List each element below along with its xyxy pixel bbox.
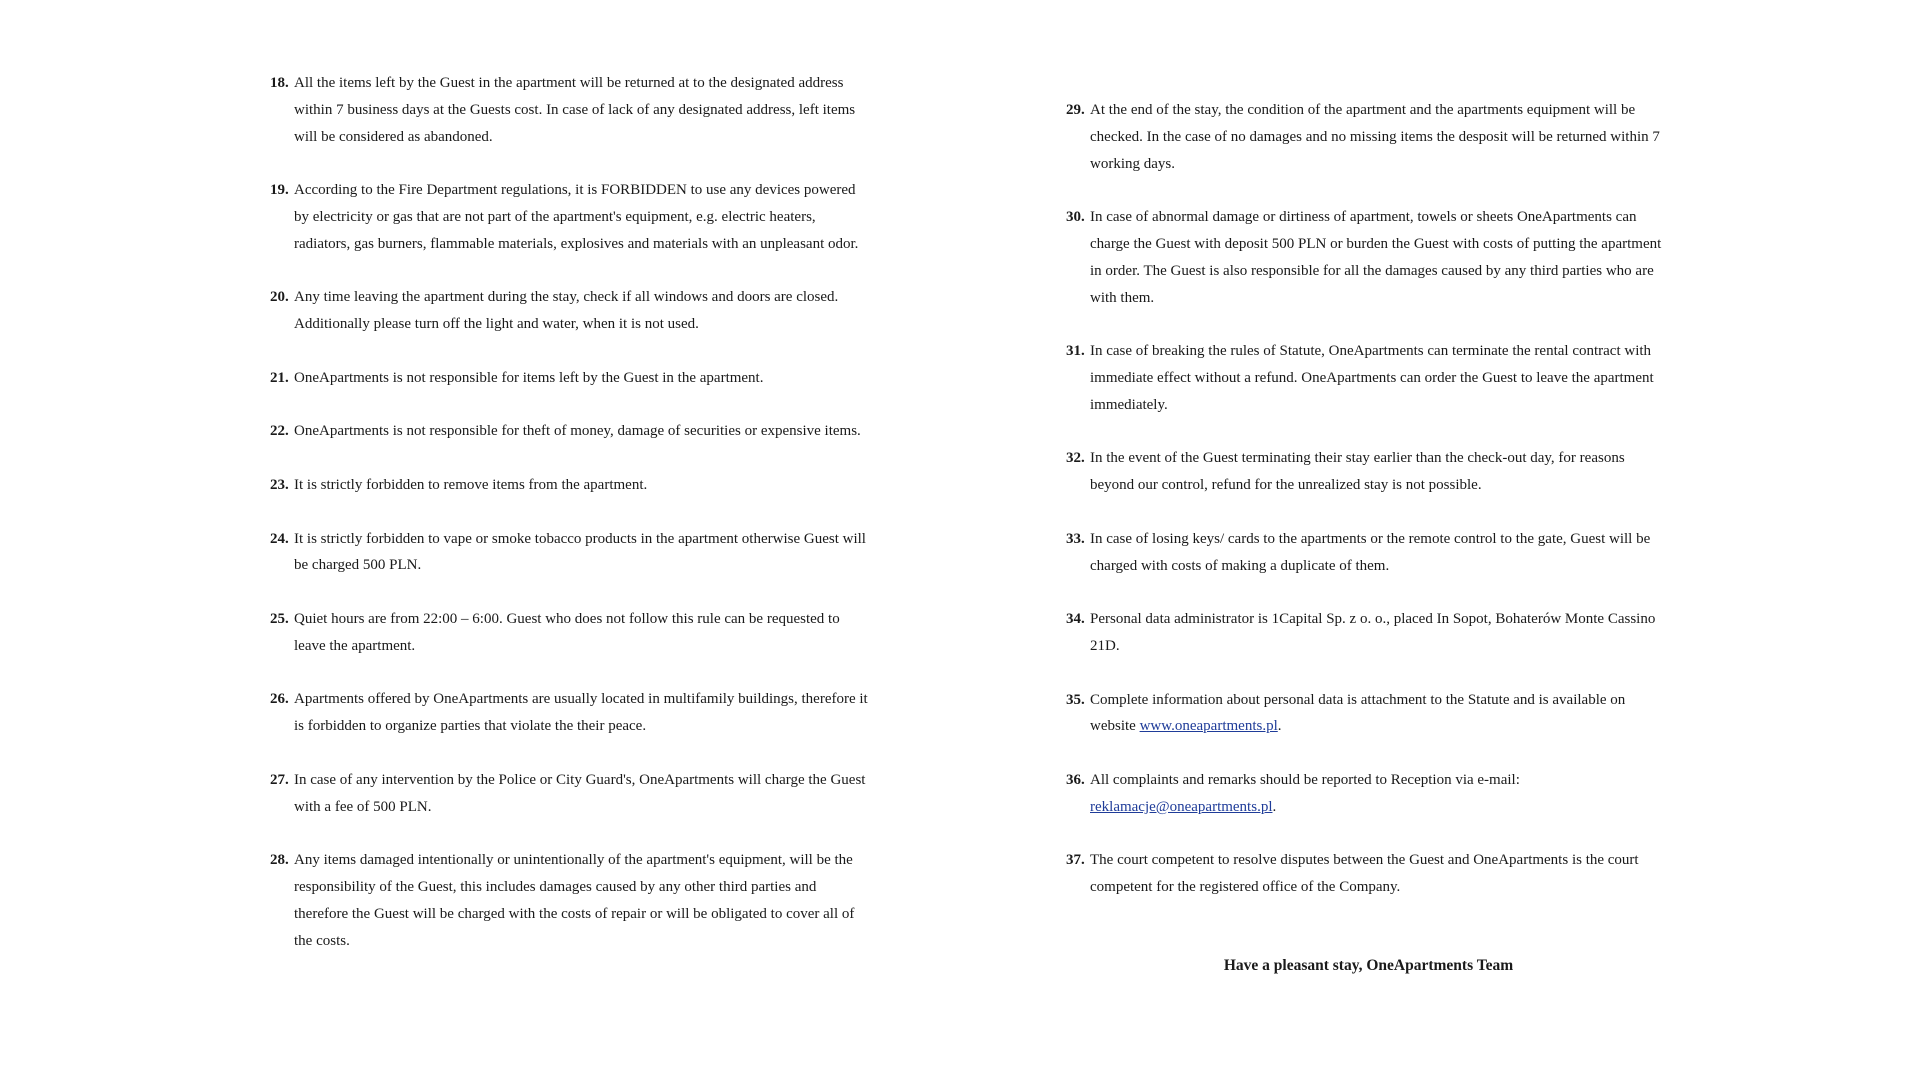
item-text: According to the Fire Department regulations, it is FORBIDDEN to use any devices powered by electricity or gas that are not part of the apartment's equipment, e.g. electric heaters, radiators, gas burners, flammable materials, explosives and materials with an unpleasant odor. (294, 182, 859, 252)
statute-item-24 (270, 526, 870, 580)
statute-item-37 (1066, 847, 1671, 901)
closing-line: Have a pleasant stay, OneApartments Team (1223, 957, 1514, 974)
website-link[interactable]: www.oneapartments.pl (1139, 718, 1278, 735)
item-text-lead: All complaints and remarks should be reported to Reception via e-mail: (1090, 771, 1520, 788)
statute-item-25 (270, 606, 870, 660)
item-text: In case of abnormal damage or dirtiness of apartment, towels or sheets OneApartments can charge the Guest with deposit 500 PLN or burden the Guest with costs of putting the apartment in order. The Guest is also responsible for all the damages caused by any third parties who are with them. (1090, 209, 1662, 306)
item-text: In case of breaking the rules of Statute, OneApartments can terminate the rental contract with immediate effect without a refund. OneApartments can order the Guest to leave the apartment immediately. (1090, 343, 1654, 413)
item-text-end: . (1272, 798, 1277, 815)
item-number: 33. (1066, 530, 1085, 547)
item-text: Quiet hours are from 22:00 – 6:00. Guest who does not follow this rule can be requested to leave the apartment. (294, 610, 840, 654)
item-number: 19. (270, 182, 289, 199)
statute-item-34 (1066, 606, 1671, 660)
item-text: Any time leaving the apartment during the stay, check if all windows and doors are closed. Additionally please turn off the light and water, when it is not used. (294, 289, 839, 333)
item-number: 36. (1066, 771, 1085, 788)
item-number: 32. (1066, 450, 1085, 467)
item-number: 18. (270, 75, 289, 91)
item-number: 37. (1066, 852, 1085, 869)
item-number: 28. (270, 852, 289, 869)
item-number: 30. (1066, 209, 1085, 226)
item-text: OneApartments is not responsible for items left by the Guest in the apartment. (294, 369, 764, 386)
statute-item-27 (270, 767, 870, 821)
item-text: It is strictly forbidden to remove items from the apartment. (294, 476, 648, 493)
item-number: 31. (1066, 343, 1085, 360)
statute-item-30 (1066, 204, 1671, 311)
item-number: 27. (270, 771, 289, 788)
statute-item-33 (1066, 526, 1671, 580)
statute-item-21 (270, 365, 870, 392)
item-text (1090, 767, 1671, 821)
item-text: Any items damaged intentionally or unintentionally of the apartment's equipment, will be the responsibility of the Guest, this includes damages caused by any other third parties and therefore the Guest will be charged with the costs of repair or will be obligated to cover all of the costs. (294, 852, 855, 949)
item-number: 22. (270, 423, 289, 440)
item-number: 25. (270, 610, 289, 627)
statute-item-22 (270, 418, 870, 445)
item-text: At the end of the stay, the condition of the apartment and the apartments equipment will be checked. In the case of no damages and no missing items the desposit will be returned within 7 working days. (1090, 102, 1660, 172)
statute-item-26 (270, 686, 870, 740)
item-text-end: . (1277, 718, 1282, 735)
statute-left-column (270, 70, 870, 981)
statute-item-23 (270, 472, 870, 499)
item-text: In case of any intervention by the Police or City Guard's, OneApartments will charge the Guest with a fee of 500 PLN. (294, 771, 866, 815)
complaints-email-link[interactable]: reklamacje@oneapartments.pl (1090, 798, 1273, 815)
statute-item-36 (1066, 767, 1671, 821)
item-text (1090, 687, 1671, 741)
item-text: The court competent to resolve disputes between the Guest and OneApartments is the court competent for the registered office of the Company. (1090, 852, 1639, 896)
item-text-lead: Complete information about personal data is attachment to the Statute and is available on website (1090, 691, 1626, 735)
item-number: 29. (1066, 102, 1085, 118)
statute-item-32 (1066, 445, 1671, 499)
statute-item-29 (1066, 97, 1671, 177)
item-text: All the items left by the Guest in the apartment will be returned at to the designated address within 7 business days at the Guests cost. In case of lack of any designated address, left items will be considered as abandoned. (294, 75, 856, 145)
statute-item-19 (270, 177, 870, 257)
item-text: Personal data administrator is 1Capital Sp. z o. o., placed In Sopot, Bohaterów Monte Cassino 21D. (1090, 611, 1656, 654)
item-text: It is strictly forbidden to vape or smoke tobacco products in the apartment otherwise Guest will be charged 500 PLN. (294, 530, 866, 574)
item-number: 35. (1066, 691, 1085, 708)
item-number: 20. (270, 289, 289, 306)
item-text: In case of losing keys/ cards to the apartments or the remote control to the gate, Guest will be charged with costs of making a duplicate of them. (1090, 530, 1651, 574)
item-number: 23. (270, 476, 289, 493)
item-text: OneApartments is not responsible for theft of money, damage of securities or expensive items. (294, 423, 861, 440)
statute-item-20 (270, 284, 870, 338)
item-text: Apartments offered by OneApartments are usually located in multifamily buildings, therefore it is forbidden to organize parties that violate the their peace. (294, 691, 868, 735)
item-number: 26. (270, 691, 289, 708)
item-number: 34. (1066, 611, 1085, 628)
statute-right-column (1066, 97, 1671, 928)
item-text: In the event of the Guest terminating their stay earlier than the check-out day, for reasons beyond our control, refund for the unrealized stay is not possible. (1090, 450, 1625, 494)
item-number: 24. (270, 530, 289, 547)
item-number: 21. (270, 369, 289, 386)
statute-item-35 (1066, 687, 1671, 741)
statute-item-31 (1066, 338, 1671, 418)
statute-item-18 (270, 70, 870, 150)
statute-item-28 (270, 847, 870, 954)
